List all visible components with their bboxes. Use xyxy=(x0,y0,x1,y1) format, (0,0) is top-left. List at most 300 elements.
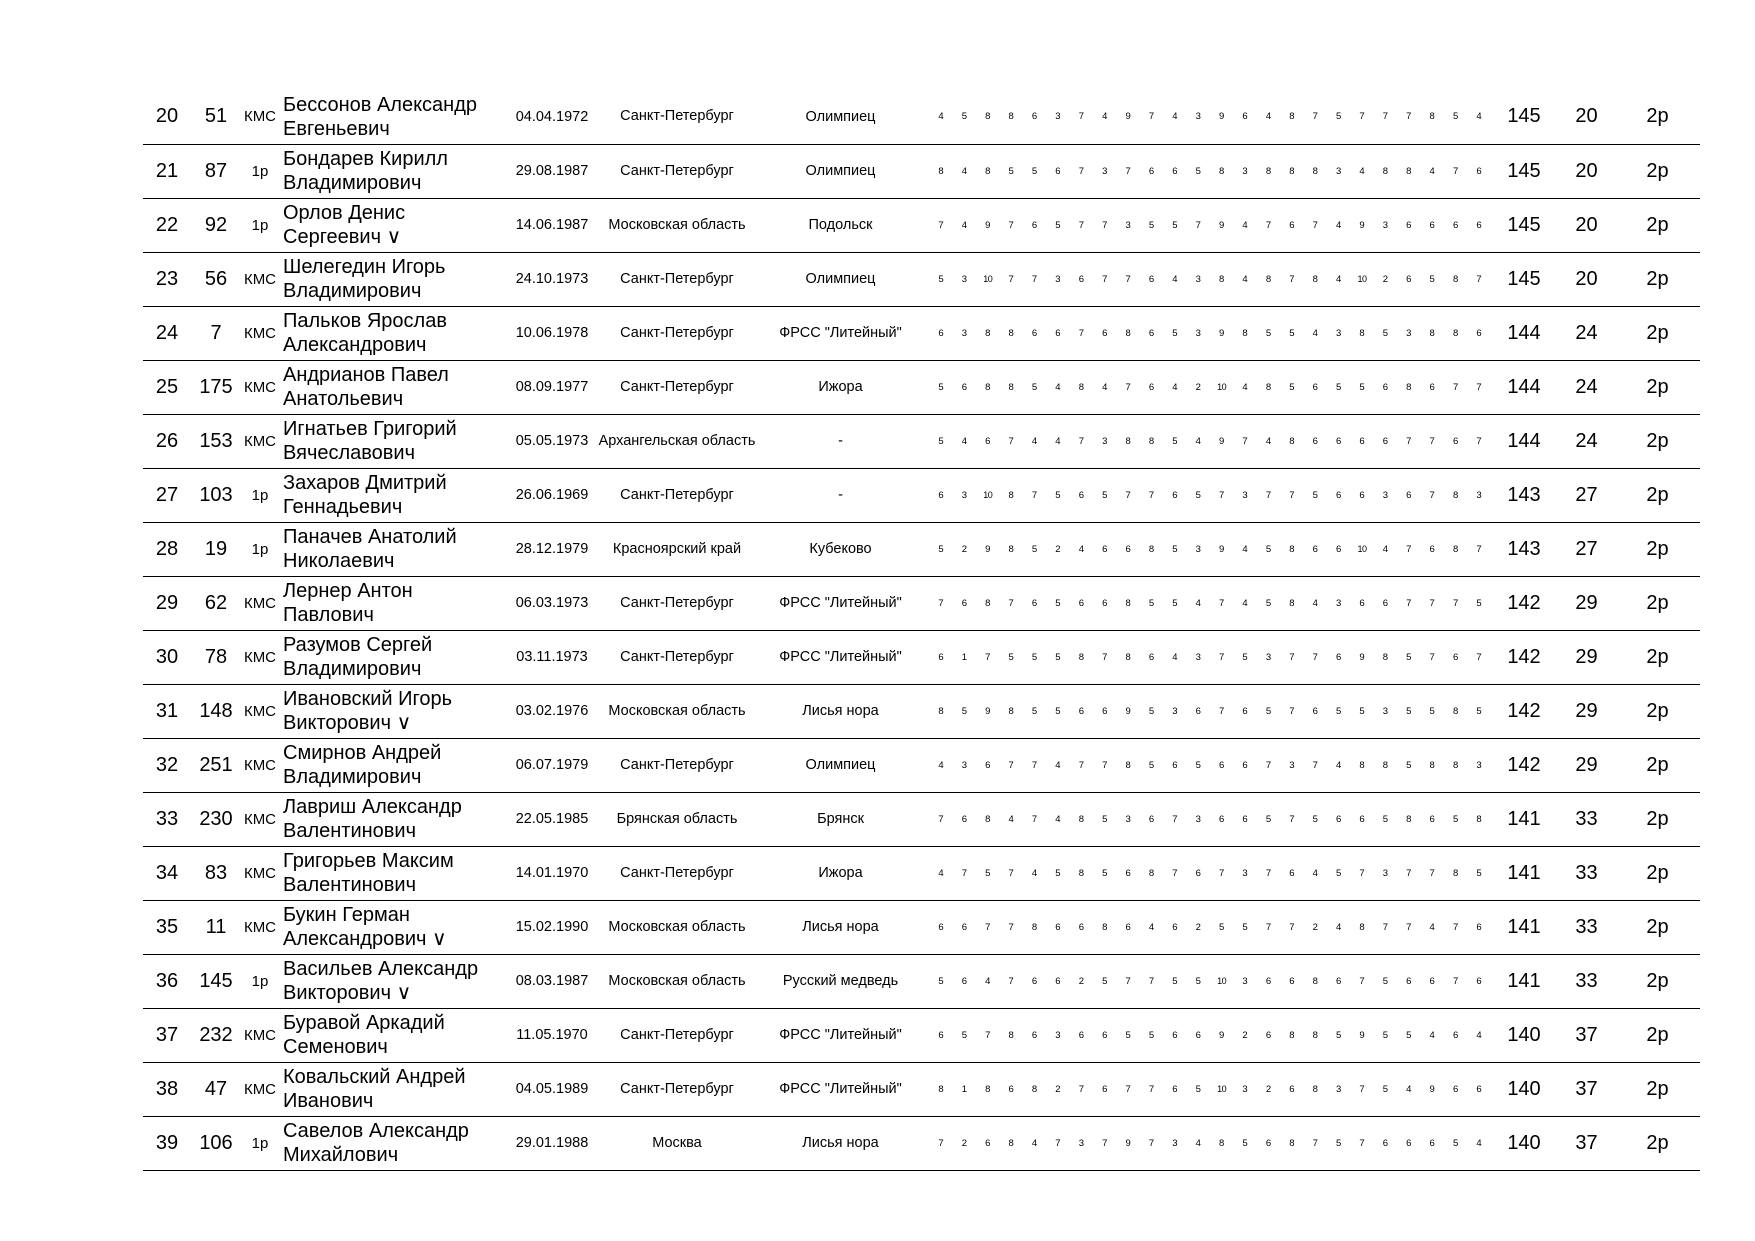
series-score: 8 xyxy=(985,111,991,123)
series-score: 8 xyxy=(1476,813,1482,825)
series-score: 6 xyxy=(1312,705,1318,717)
series-score: 6 xyxy=(1031,597,1038,609)
bib-number-cell: 145 xyxy=(191,954,241,1008)
place-cell: 31 xyxy=(143,684,191,738)
series-score: 5 xyxy=(1195,165,1201,177)
series-score: 3 xyxy=(1382,867,1389,879)
series-score: 2 xyxy=(1195,921,1201,933)
series-score: 6 xyxy=(985,759,991,771)
series-score: 4 xyxy=(1172,273,1178,285)
athlete-name-cell xyxy=(279,1062,511,1116)
series-score: 4 xyxy=(1429,1029,1435,1041)
series-score: 6 xyxy=(1382,597,1389,609)
birth-date-cell: 04.05.1989 xyxy=(511,1062,593,1116)
series-score: 5 xyxy=(1172,543,1178,555)
series-score: 8 xyxy=(1008,1029,1014,1041)
series-score: 4 xyxy=(1476,1029,1482,1041)
series-scores-cell xyxy=(920,630,1490,684)
series-score: 7 xyxy=(1102,759,1108,771)
series-score: 7 xyxy=(1078,111,1084,123)
series-score: 6 xyxy=(1289,1083,1295,1095)
series-score: 3 xyxy=(1242,489,1248,501)
series-score: 7 xyxy=(1265,867,1272,879)
region-cell: Санкт-Петербург xyxy=(593,468,761,522)
athlete-name-cell xyxy=(279,684,511,738)
series-scores-cell xyxy=(920,738,1490,792)
series-score: 7 xyxy=(1008,921,1014,933)
series-score: 7 xyxy=(1219,651,1225,663)
series-score: 7 xyxy=(1125,975,1131,987)
category-cell: 2р xyxy=(1615,144,1700,198)
series-score: 7 xyxy=(1429,435,1435,447)
series-score: 7 xyxy=(1102,651,1108,663)
series-score: 3 xyxy=(1242,1083,1248,1095)
total-score-cell: 140 xyxy=(1490,1062,1558,1116)
region-cell: Москва xyxy=(593,1116,761,1170)
series-score: 8 xyxy=(1312,1029,1318,1041)
club-cell: ФРСС "Литейный" xyxy=(761,630,920,684)
athlete-name-cell xyxy=(279,144,511,198)
series-score: 6 xyxy=(1195,867,1201,879)
bib-number-cell: 19 xyxy=(191,522,241,576)
series-score: 7 xyxy=(1008,273,1014,285)
series-scores xyxy=(920,382,1490,393)
series-score: 4 xyxy=(1335,921,1342,933)
series-score: 2 xyxy=(1265,1083,1272,1095)
series-score: 6 xyxy=(1429,381,1435,393)
series-score: 8 xyxy=(1008,381,1014,393)
series-score: 8 xyxy=(1452,489,1459,501)
place-cell: 30 xyxy=(143,630,191,684)
birth-date-cell: 03.02.1976 xyxy=(511,684,593,738)
series-score: 6 xyxy=(1172,489,1178,501)
series-score: 5 xyxy=(1265,327,1272,339)
series-score: 7 xyxy=(961,867,968,879)
series-score: 5 xyxy=(1406,651,1412,663)
series-score: 6 xyxy=(938,489,944,501)
series-score: 7 xyxy=(1452,597,1459,609)
series-score: 9 xyxy=(1125,1137,1131,1149)
series-scores-cell xyxy=(920,576,1490,630)
series-score: 6 xyxy=(1125,867,1131,879)
series-score: 4 xyxy=(1429,921,1435,933)
series-score: 5 xyxy=(1476,705,1482,717)
table-row xyxy=(143,306,1700,360)
series-score: 8 xyxy=(1406,165,1412,177)
series-scores xyxy=(920,598,1490,609)
series-score: 8 xyxy=(1265,273,1272,285)
series-score: 8 xyxy=(1148,867,1155,879)
birth-date-cell: 15.02.1990 xyxy=(511,900,593,954)
series-score: 6 xyxy=(1055,165,1061,177)
series-score: 6 xyxy=(1452,1029,1459,1041)
place-cell: 23 xyxy=(143,252,191,306)
series-score: 3 xyxy=(1335,165,1342,177)
place-cell: 35 xyxy=(143,900,191,954)
region-cell: Архангельская область xyxy=(593,414,761,468)
series-score: 7 xyxy=(1452,165,1459,177)
athlete-patronymic: Александрович xyxy=(283,334,427,356)
series-score: 6 xyxy=(1125,921,1131,933)
series-score: 6 xyxy=(1335,651,1342,663)
series-score: 3 xyxy=(1242,165,1248,177)
bib-number-cell: 87 xyxy=(191,144,241,198)
series-score: 7 xyxy=(938,597,944,609)
series-scores xyxy=(920,922,1490,933)
series-score: 5 xyxy=(1008,165,1014,177)
club-cell: Ижора xyxy=(761,846,920,900)
category-cell: 2р xyxy=(1615,360,1700,414)
series-score: 9 xyxy=(1359,219,1365,231)
series-score: 5 xyxy=(1335,1029,1342,1041)
series-score: 7 xyxy=(1312,219,1318,231)
series-score: 2 xyxy=(961,1137,968,1149)
series-score: 3 xyxy=(1055,111,1061,123)
series-score: 4 xyxy=(1476,111,1482,123)
series-score: 8 xyxy=(1382,165,1389,177)
series-score: 8 xyxy=(1359,759,1365,771)
series-score: 8 xyxy=(1008,489,1014,501)
bib-number-cell: 153 xyxy=(191,414,241,468)
series-score: 6 xyxy=(1242,759,1248,771)
sport-rank-cell: КМС xyxy=(241,90,279,144)
series-score: 3 xyxy=(1195,651,1201,663)
bib-number-cell: 148 xyxy=(191,684,241,738)
series-score: 5 xyxy=(961,705,968,717)
series-score: 6 xyxy=(1382,1137,1389,1149)
series-score: 5 xyxy=(1242,921,1248,933)
series-score: 7 xyxy=(1219,597,1225,609)
birth-date-cell: 05.05.1973 xyxy=(511,414,593,468)
series-score: 5 xyxy=(1195,489,1201,501)
series-scores-cell xyxy=(920,1116,1490,1170)
series-score: 5 xyxy=(1382,1029,1389,1041)
place-cell: 21 xyxy=(143,144,191,198)
series-scores xyxy=(920,220,1490,231)
sport-rank-cell: КМС xyxy=(241,306,279,360)
athlete-patronymic: Евгеньевич xyxy=(283,117,390,140)
series-score: 7 xyxy=(1008,975,1014,987)
table-row xyxy=(143,1008,1700,1062)
series-score: 5 xyxy=(1382,1083,1389,1095)
series-score: 5 xyxy=(1055,651,1061,663)
series-score: 5 xyxy=(1312,813,1318,825)
sport-rank-cell: КМС xyxy=(241,576,279,630)
series-score: 6 xyxy=(961,975,968,987)
series-score: 5 xyxy=(1382,327,1389,339)
series-score: 6 xyxy=(985,1137,991,1149)
series-score: 7 xyxy=(938,219,944,231)
place-cell: 20 xyxy=(143,90,191,144)
series-score: 6 xyxy=(1148,381,1155,393)
table-row xyxy=(143,738,1700,792)
series-score: 6 xyxy=(1055,921,1061,933)
series-score: 8 xyxy=(1008,543,1014,555)
series-score: 7 xyxy=(1008,597,1014,609)
series-score: 7 xyxy=(1312,651,1318,663)
series-score: 7 xyxy=(1195,219,1201,231)
series-score: 3 xyxy=(1335,597,1342,609)
series-score: 7 xyxy=(985,651,991,663)
series-score: 5 xyxy=(1148,219,1155,231)
athlete-name-cell xyxy=(279,738,511,792)
series-score: 7 xyxy=(1008,867,1014,879)
series-score: 10 xyxy=(1217,975,1227,986)
series-score: 6 xyxy=(1265,1029,1272,1041)
bib-number-cell: 83 xyxy=(191,846,241,900)
category-cell: 2р xyxy=(1615,630,1700,684)
series-score: 7 xyxy=(1148,111,1155,123)
series-score: 8 xyxy=(1031,921,1038,933)
series-score: 5 xyxy=(1102,975,1108,987)
series-score: 6 xyxy=(938,651,944,663)
athlete-surname-name: Смирнов Андрей xyxy=(283,742,442,764)
series-score: 8 xyxy=(1219,273,1225,285)
bib-number-cell: 62 xyxy=(191,576,241,630)
series-score: 5 xyxy=(1195,1083,1201,1095)
series-score: 3 xyxy=(1335,327,1342,339)
series-score: 9 xyxy=(985,705,991,717)
series-score: 6 xyxy=(1172,1029,1178,1041)
athlete-surname-name: Паначев Анатолий xyxy=(283,526,457,548)
results-body xyxy=(143,90,1700,1170)
series-scores-cell xyxy=(920,1062,1490,1116)
series-score: 7 xyxy=(1219,867,1225,879)
series-score: 6 xyxy=(938,327,944,339)
athlete-surname-name: Ивановский Игорь xyxy=(283,688,453,710)
series-score: 7 xyxy=(1148,1137,1155,1149)
series-score: 2 xyxy=(1078,975,1084,987)
series-score: 4 xyxy=(1265,111,1272,123)
series-score: 6 xyxy=(1078,273,1084,285)
series-score: 5 xyxy=(1406,1029,1412,1041)
series-score: 4 xyxy=(1148,921,1155,933)
place-cell: 33 xyxy=(143,792,191,846)
series-score: 3 xyxy=(1195,327,1201,339)
series-scores xyxy=(920,868,1490,879)
sport-rank-cell: 1р xyxy=(241,954,279,1008)
series-score: 7 xyxy=(1008,759,1014,771)
series-score: 2 xyxy=(1055,543,1061,555)
series-score: 6 xyxy=(1429,219,1435,231)
series-scores-cell xyxy=(920,90,1490,144)
region-cell: Санкт-Петербург xyxy=(593,1008,761,1062)
series-score: 8 xyxy=(1382,651,1389,663)
series-score: 7 xyxy=(1102,219,1108,231)
series-score: 5 xyxy=(1195,975,1201,987)
sport-rank-cell: КМС xyxy=(241,684,279,738)
series-score: 5 xyxy=(1335,111,1342,123)
birth-date-cell: 14.06.1987 xyxy=(511,198,593,252)
club-cell: ФРСС "Литейный" xyxy=(761,1062,920,1116)
series-score: 6 xyxy=(1102,597,1108,609)
athlete-name-cell xyxy=(279,306,511,360)
series-score: 8 xyxy=(1429,111,1435,123)
place-cell: 37 xyxy=(143,1008,191,1062)
series-score: 7 xyxy=(938,813,944,825)
table-row xyxy=(143,144,1700,198)
series-score: 7 xyxy=(1265,759,1272,771)
series-score: 8 xyxy=(1452,867,1459,879)
bib-number-cell: 103 xyxy=(191,468,241,522)
series-score: 7 xyxy=(1242,435,1248,447)
series-score: 9 xyxy=(1219,543,1225,555)
series-score: 8 xyxy=(1406,381,1412,393)
series-score: 4 xyxy=(1031,1137,1038,1149)
series-score: 3 xyxy=(1125,219,1131,231)
series-score: 7 xyxy=(985,1029,991,1041)
athlete-name-cell xyxy=(279,630,511,684)
series-score: 6 xyxy=(985,435,991,447)
series-score: 3 xyxy=(1476,759,1482,771)
athlete-patronymic: Валентинович xyxy=(283,874,417,896)
series-score: 8 xyxy=(1078,813,1084,825)
series-score: 6 xyxy=(1312,381,1318,393)
category-cell: 2р xyxy=(1615,576,1700,630)
series-score: 5 xyxy=(1031,543,1038,555)
athlete-name-cell xyxy=(279,198,511,252)
athlete-patronymic: Михайлович xyxy=(283,1144,399,1166)
athlete-patronymic: Валентинович xyxy=(283,820,417,842)
series-scores xyxy=(920,706,1490,717)
series-score: 5 xyxy=(1148,759,1155,771)
total-score-cell: 145 xyxy=(1490,144,1558,198)
series-score: 6 xyxy=(1476,1083,1482,1095)
series-score: 4 xyxy=(1031,435,1038,447)
club-cell: Лисья нора xyxy=(761,900,920,954)
sport-rank-cell: КМС xyxy=(241,630,279,684)
athlete-name-cell xyxy=(279,468,511,522)
series-score: 6 xyxy=(1172,1083,1178,1095)
category-cell: 2р xyxy=(1615,90,1700,144)
category-cell: 2р xyxy=(1615,414,1700,468)
series-score: 6 xyxy=(1382,381,1389,393)
total-score-cell: 140 xyxy=(1490,1008,1558,1062)
series-score: 4 xyxy=(1406,1083,1412,1095)
total-score-cell: 142 xyxy=(1490,630,1558,684)
athlete-patronymic: Сергеевич ∨ xyxy=(283,226,402,248)
total-score-cell: 141 xyxy=(1490,954,1558,1008)
athlete-surname-name: Орлов Денис xyxy=(283,202,406,224)
series-score: 8 xyxy=(1008,705,1014,717)
series-score: 8 xyxy=(1265,381,1272,393)
series-score: 6 xyxy=(1289,975,1295,987)
series-score: 7 xyxy=(1312,759,1318,771)
category-cell: 2р xyxy=(1615,792,1700,846)
series-score: 6 xyxy=(1335,435,1342,447)
series-score: 6 xyxy=(1406,219,1412,231)
series-score: 8 xyxy=(1078,867,1084,879)
bib-number-cell: 78 xyxy=(191,630,241,684)
series-score: 7 xyxy=(1008,219,1014,231)
series-score: 7 xyxy=(1429,867,1435,879)
series-score: 4 xyxy=(938,759,944,771)
athlete-surname-name: Разумов Сергей xyxy=(283,634,433,656)
table-row xyxy=(143,198,1700,252)
series-score: 4 xyxy=(961,435,968,447)
place-cell: 38 xyxy=(143,1062,191,1116)
series-score: 4 xyxy=(1172,111,1178,123)
series-score: 3 xyxy=(1125,813,1131,825)
series-score: 7 xyxy=(1031,813,1038,825)
total-score-cell: 143 xyxy=(1490,522,1558,576)
shared-place-cell: 24 xyxy=(1558,306,1615,360)
series-score: 6 xyxy=(1429,975,1435,987)
sport-rank-cell: 1р xyxy=(241,522,279,576)
series-score: 8 xyxy=(1102,921,1108,933)
total-score-cell: 145 xyxy=(1490,90,1558,144)
series-score: 7 xyxy=(1312,111,1318,123)
athlete-patronymic: Семенович xyxy=(283,1036,388,1058)
series-score: 5 xyxy=(1172,327,1178,339)
series-score: 8 xyxy=(1452,705,1459,717)
series-score: 5 xyxy=(1429,705,1435,717)
series-score: 3 xyxy=(1382,219,1389,231)
series-score: 7 xyxy=(1172,867,1178,879)
series-score: 7 xyxy=(1102,273,1108,285)
series-score: 5 xyxy=(1335,705,1342,717)
series-score: 3 xyxy=(1265,651,1272,663)
series-score: 7 xyxy=(1359,1083,1365,1095)
series-score: 3 xyxy=(1055,1029,1061,1041)
sport-rank-cell: КМС xyxy=(241,414,279,468)
athlete-surname-name: Захаров Дмитрий xyxy=(283,472,447,494)
shared-place-cell: 29 xyxy=(1558,576,1615,630)
series-score: 6 xyxy=(1476,921,1482,933)
series-score: 4 xyxy=(1172,381,1178,393)
series-score: 4 xyxy=(1335,219,1342,231)
series-score: 5 xyxy=(1429,273,1435,285)
series-score: 4 xyxy=(1055,381,1061,393)
series-score: 6 xyxy=(1031,1029,1038,1041)
shared-place-cell: 24 xyxy=(1558,414,1615,468)
series-score: 6 xyxy=(1265,1137,1272,1149)
total-score-cell: 140 xyxy=(1490,1116,1558,1170)
series-score: 6 xyxy=(1148,165,1155,177)
series-score: 6 xyxy=(1312,435,1318,447)
series-score: 8 xyxy=(1289,435,1295,447)
series-score: 8 xyxy=(1382,759,1389,771)
category-cell: 2р xyxy=(1615,954,1700,1008)
series-score: 5 xyxy=(1359,381,1365,393)
series-score: 6 xyxy=(1219,813,1225,825)
series-score: 6 xyxy=(1031,327,1038,339)
series-score: 5 xyxy=(1382,975,1389,987)
series-score: 5 xyxy=(961,1029,968,1041)
athlete-patronymic: Геннадьевич xyxy=(283,496,403,518)
bib-number-cell: 51 xyxy=(191,90,241,144)
bib-number-cell: 56 xyxy=(191,252,241,306)
series-score: 4 xyxy=(1382,543,1389,555)
table-row xyxy=(143,954,1700,1008)
series-score: 8 xyxy=(1008,327,1014,339)
series-score: 5 xyxy=(1242,651,1248,663)
series-scores-cell xyxy=(920,522,1490,576)
series-score: 4 xyxy=(1195,435,1201,447)
category-cell: 2р xyxy=(1615,846,1700,900)
series-score: 5 xyxy=(1406,705,1412,717)
series-score: 6 xyxy=(1078,489,1084,501)
series-score: 3 xyxy=(1102,165,1108,177)
series-score: 3 xyxy=(961,759,968,771)
series-score: 10 xyxy=(1357,543,1367,554)
series-score: 6 xyxy=(1359,489,1365,501)
series-score: 8 xyxy=(1429,327,1435,339)
place-cell: 32 xyxy=(143,738,191,792)
series-score: 9 xyxy=(1219,435,1225,447)
series-score: 7 xyxy=(1429,651,1435,663)
series-score: 6 xyxy=(1476,975,1482,987)
